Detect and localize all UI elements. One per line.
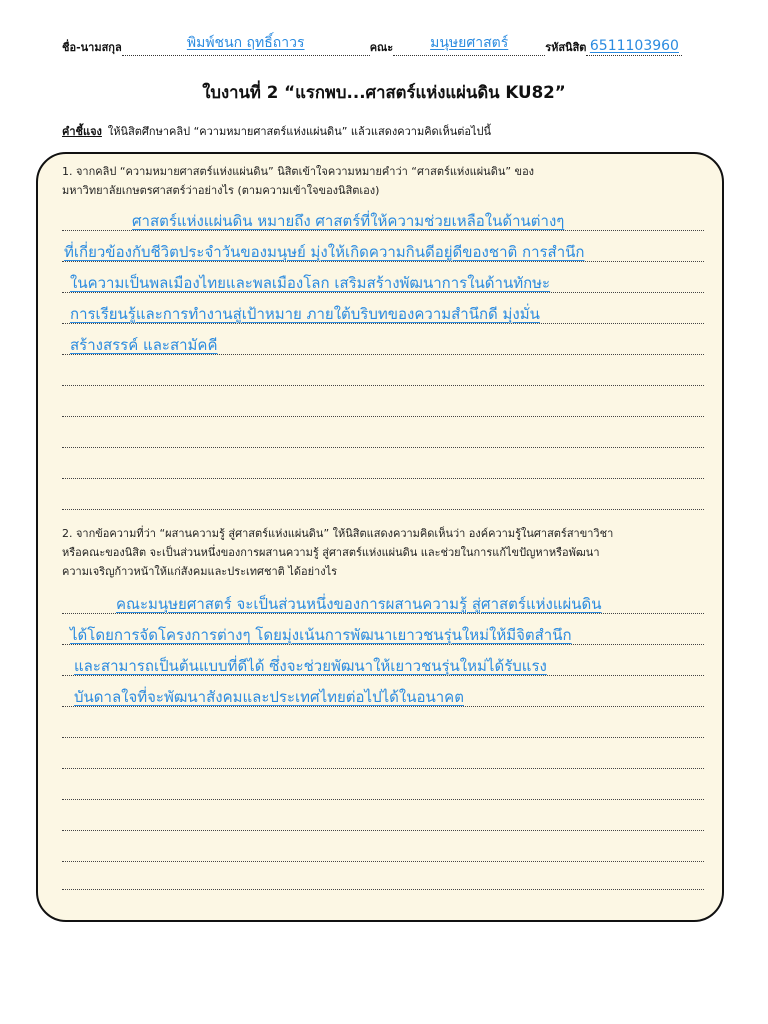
faculty-label: คณะ [369,41,394,54]
answer-2-rule [62,768,704,769]
answer-2-rule [62,737,704,738]
answer-1-rule [62,447,704,448]
student-info-line [62,36,712,56]
answer-2-line: คณะมนุษยศาสตร์ จะเป็นส่วนหนึ่งของการผสานความรู้ สู่ศาสตร์แห่งแผ่นดิน [116,595,602,613]
student-id-field[interactable] [586,37,682,56]
question-1 [62,162,712,200]
question-2-line: หรือคณะของนิสิต จะเป็นส่วนหนึ่งของการผสานความรู้ สู่ศาสตร์แห่งแผ่นดิน และช่วยในการแก้ไขปัญหาหรือพัฒนา [62,546,600,559]
answer-1-line: สร้างสรรค์ และสามัคคี [70,336,218,354]
question-2-line: 2. จากข้อความที่ว่า “ผสานความรู้ สู่ศาสตร์แห่งแผ่นดิน” ให้นิสิตแสดงความคิดเห็นว่า องค์ความรู้ในศาสตร์สาขาวิชา [62,527,614,540]
answer-2-rule [62,799,704,800]
answer-1-line: ศาสตร์แห่งแผ่นดิน หมายถึง ศาสตร์ที่ให้ความช่วยเหลือในด้านต่างๆ [132,212,565,230]
answer-2-line: บันดาลใจที่จะพัฒนาสังคมและประเทศไทยต่อไปได้ในอนาคต [74,688,464,706]
instruction-label: คำชี้แจง [62,125,102,138]
answer-2-rule [62,889,704,890]
answer-1-rule [62,385,704,386]
question-1-line: มหาวิทยาลัยเกษตรศาสตร์ว่าอย่างไร (ตามความเข้าใจของนิสิตเอง) [62,184,380,197]
name-label: ชื่อ-นามสกุล [62,41,122,54]
answer-2-line: และสามารถเป็นต้นแบบที่ดีได้ ซึ่งจะช่วยพัฒนาให้เยาวชนรุ่นใหม่ได้รับแรง [74,657,547,675]
answer-1-line: การเรียนรู้และการทำงานสู่เป้าหมาย ภายใต้บริบทของความสำนึกดี มุ่งมั่น [70,305,540,323]
question-2-line: ความเจริญก้าวหน้าให้แก่สังคมและประเทศชาติ ได้อย่างไร [62,565,338,578]
question-2 [62,524,712,581]
faculty-value: มนุษยศาสตร์ [430,35,509,51]
worksheet-title: ใบงานที่ 2 “แรกพบ...ศาสตร์แห่งแผ่นดิน KU82” [202,83,566,102]
answer-2-line: ได้โดยการจัดโครงการต่างๆ โดยมุ่งเน้นการพัฒนาเยาวชนรุ่นใหม่ให้มีจิตสำนึก [70,626,572,644]
student-id-value: 6511103960 [589,38,679,54]
answer-1-rule [62,509,704,510]
answer-2-rule [62,830,704,831]
question-1-line: 1. จากคลิป “ความหมายศาสตร์แห่งแผ่นดิน” นิสิตเข้าใจความหมายคำว่า “ศาสตร์แห่งแผ่นดิน” ของ [62,165,535,178]
instruction-text: ให้นิสิตศึกษาคลิป “ความหมายศาสตร์แห่งแผ่นดิน” แล้วแสดงความคิดเห็นต่อไปนี้ [107,125,492,138]
name-value: พิมพ์ชนก ฤทธิ์ถาวร [186,35,305,51]
answer-1-rule [62,416,704,417]
instruction [62,122,491,140]
answer-1-line: ในความเป็นพลเมืองไทยและพลเมืองโลก เสริมสร้างพัฒนาการในด้านทักษะ [70,274,551,292]
answer-1-rule [62,478,704,479]
faculty-field[interactable] [393,37,545,56]
answer-2-rule [62,861,704,862]
student-id-label: รหัสนิสิต [545,41,587,54]
name-field[interactable] [122,37,370,56]
answer-1-line: ที่เกี่ยวข้องกับชีวิตประจำวันของมนุษย์ มุ่งให้เกิดความกินดีอยู่ดีของชาติ การสำนึก [64,243,585,261]
